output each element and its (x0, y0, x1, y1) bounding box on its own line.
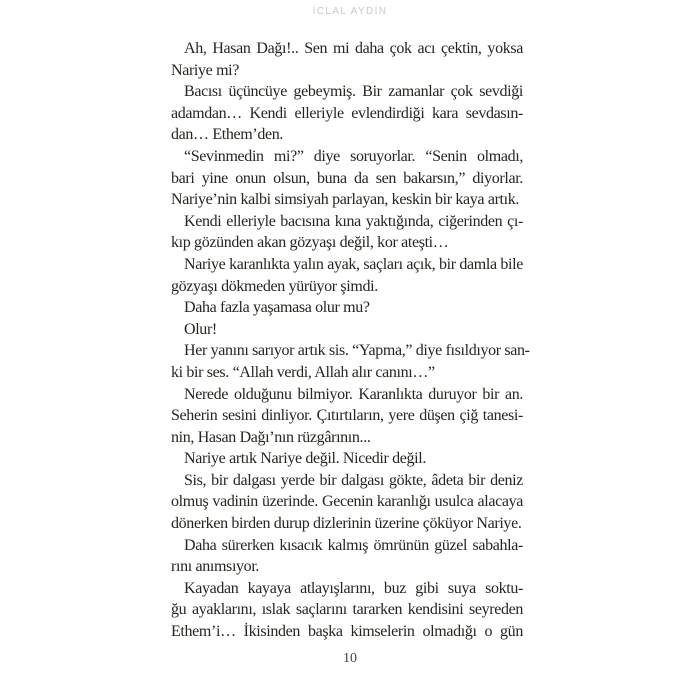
text-line: Bacısı üçüncüye gebeymiş. Bir zamanlar çok sevdiği (184, 83, 523, 101)
running-header: İCLAL AYDIN (312, 6, 388, 17)
text-line: dönerken birden durup dizlerinin üzerine çöküyor Nariye. (171, 515, 522, 533)
text-line: kıp gözünden akan gözyaşı değil, kor ateşti… (171, 234, 449, 252)
text-line: Daha sürerken kısacık kalmış ömrünün güzel sabahla- (184, 536, 523, 554)
text-line: Nariye’nin kalbi simsiyah parlayan, keskin bir kaya artık. (171, 191, 520, 209)
text-line: rını anımsıyor. (171, 558, 260, 576)
text-line: adamdan… Kendi elleriyle evlendirdiği kara sevdasın- (171, 104, 523, 122)
text-line: Kayadan kayaya atlayışlarını, buz gibi suya soktu- (184, 579, 523, 597)
text-line: Ethem’i… İkisinden başka kimselerin olmadığı o gün (171, 623, 523, 641)
text-line: Ah, Hasan Dağı!.. Sen mi daha çok acı çektin, yoksa (184, 40, 523, 57)
text-line: ki bir ses. “Allah verdi, Allah alır canını…” (171, 363, 435, 381)
text-line: Nerede olduğunu bilmiyor. Karanlıkta duruyor bir an. (184, 385, 523, 403)
text-line: Nariye artık Nariye değil. Nicedir değil. (184, 450, 426, 468)
text-line: Kendi elleriyle bacısına kına yaktığında, ciğerinden çı- (184, 212, 523, 230)
text-block (171, 38, 530, 643)
page-number: 10 (343, 651, 357, 666)
text-line: Seherin sesini dinliyor. Çıtırtıların, yere düşen çiğ tanesi- (171, 407, 523, 425)
text-line: Nariye karanlıkta yalın ayak, saçları açık, bir damla bile (184, 255, 523, 273)
text-line: bari yine onun olsun, buna da sen bakarsın,” diyorlar. (171, 169, 523, 187)
text-line: “Sevinmedin mi?” diye soruyorlar. “Senin olmadı, (184, 147, 523, 165)
text-line: Her yanını sarıyor artık sis. “Yapma,” diye fısıldıyor san- (184, 342, 530, 360)
text-line: gözyaşı dökmeden yürüyor şimdi. (171, 277, 378, 295)
text-line: Nariye mi? (171, 61, 240, 79)
text-line: olmuş vadinin üzerinde. Gecenin karanlığı usulca alacaya (171, 493, 523, 511)
text-line: ğu ayaklarını, ıslak saçlarını tararken kendisini seyreden (171, 601, 523, 619)
text-line: Sis, bir dalgası yerde bir dalgası gökte, âdeta bir deniz (184, 471, 523, 489)
text-line: nin, Hasan Dağı’nın rüzgârının... (171, 428, 371, 446)
text-line: Daha fazla yaşamasa olur mu? (184, 299, 370, 317)
text-line: dan… Ethem’den. (171, 126, 284, 144)
text-line: Olur! (184, 320, 217, 338)
